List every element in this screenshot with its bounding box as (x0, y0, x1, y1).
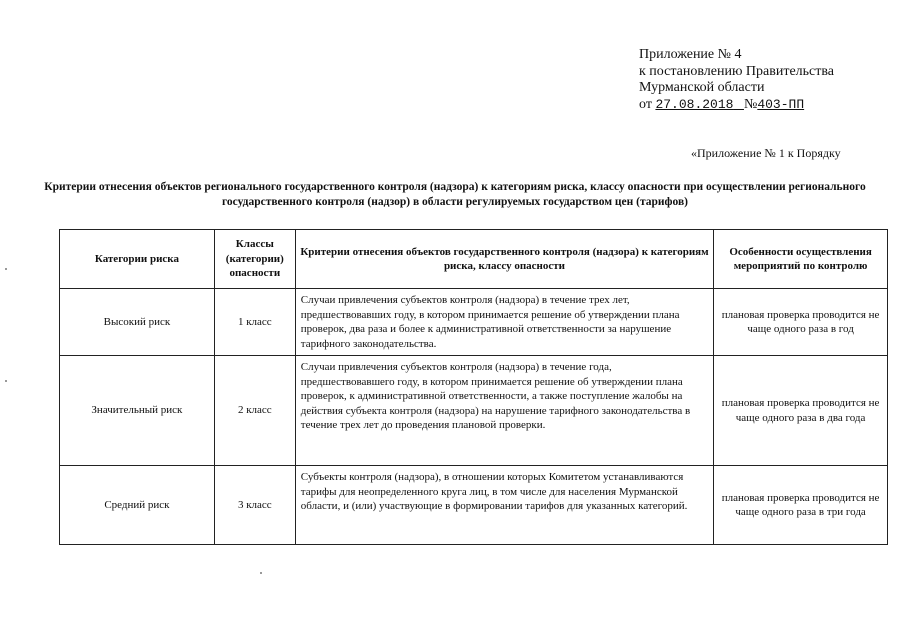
scan-speck (260, 572, 262, 574)
appendix-block (639, 47, 834, 113)
appendix-line-3: Мурманской области (639, 80, 765, 95)
table-row (60, 466, 888, 545)
cell-risk-category: Значительный риск (60, 356, 215, 466)
resolution-date: 27.08.2018 (655, 96, 734, 112)
header-criteria: Критерии отнесения объектов государственного контроля (надзора) к категориям риска, классу опасности (295, 230, 713, 289)
cell-criteria: Субъекты контроля (надзора), в отношении которых Комитетом устанавливаются тарифы для неопределенного круга лиц, в том числе для населения Мурманской области, и (или) участвующие в формировании тарифов для указанных категорий. (295, 466, 713, 545)
cell-hazard-class: 2 класс (214, 356, 295, 466)
cell-criteria: Случаи привлечения субъектов контроля (надзора) в течение трех лет, предшествовавших году, в котором принимается решение об утверждении плана проверок, два раза и более к административной ответственности за нарушение тарифного законодательства. (295, 289, 713, 356)
header-risk-category: Категории риска (60, 230, 215, 289)
table-row (60, 356, 888, 466)
resolution-number: 403-ПП (757, 96, 805, 112)
cell-criteria: Случаи привлечения субъектов контроля (надзора) в течение года, предшествовавшего году, в котором принимается решение об утверждении плана проверок, к административной ответственности, а также поступление жалобы на действия субъекта контроля (надзора) на нарушение тарифного законодательства в течение трех лет до проведения плановой проверки. (295, 356, 713, 466)
scan-speck (5, 380, 7, 382)
date-prefix: от (639, 96, 656, 112)
cell-hazard-class: 3 класс (214, 466, 295, 545)
reference-line: «Приложение № 1 к Порядку (691, 146, 841, 160)
number-sign: № (743, 96, 758, 112)
table-row (60, 289, 888, 356)
cell-risk-category: Высокий риск (60, 289, 215, 356)
cell-risk-category: Средний риск (60, 466, 215, 545)
header-hazard-class: Классы (категории) опасности (214, 230, 295, 289)
appendix-line-1: Приложение № 4 (639, 47, 742, 62)
appendix-line-2: к постановлению Правительства (639, 63, 835, 79)
scan-speck (5, 268, 7, 270)
header-control-features: Особенности осуществления мероприятий по контролю (714, 230, 888, 289)
table-header-row (60, 230, 888, 289)
risk-criteria-table (59, 229, 888, 545)
document-title: Критерии отнесения объектов регионального государственного контроля (надзора) к категориям риска, классу опасности при осуществлении регионального государственного контроля (надзор) в области регулируемых государством цен (тарифов) (44, 181, 866, 208)
cell-hazard-class: 1 класс (214, 289, 295, 356)
cell-control-features: плановая проверка проводится не чаще одного раза в два года (714, 356, 888, 466)
appendix-date-line (639, 97, 834, 114)
cell-control-features: плановая проверка проводится не чаще одного раза в три года (714, 466, 888, 545)
cell-control-features: плановая проверка проводится не чаще одного раза в год (714, 289, 888, 356)
